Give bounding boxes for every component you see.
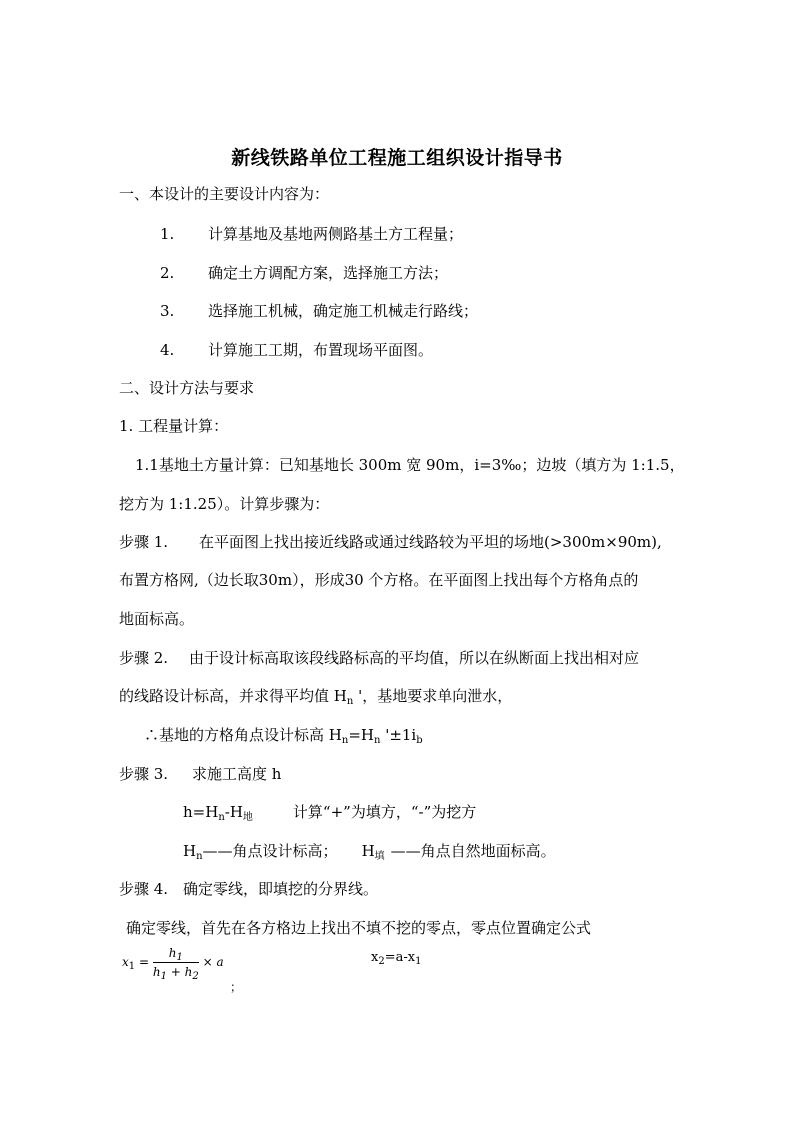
step-text: 在平面图上找出接近线路或通过线路较为平坦的场地(>300m×90m), <box>199 533 662 551</box>
subscript: 1 <box>176 952 183 963</box>
list-item <box>160 224 463 244</box>
subscript: n <box>196 851 203 862</box>
step-4-line <box>119 879 378 899</box>
section-1-heading: 一、本设计的主要设计内容为： <box>119 185 330 203</box>
text-run: '，基地要求单向泄水， <box>353 687 513 705</box>
list-item-number: 4. <box>160 341 175 359</box>
paragraph-line <box>119 686 512 706</box>
formula-var: h <box>184 965 193 979</box>
subscript: 2 <box>192 971 199 982</box>
list-item-text: 确定土方调配方案，选择施工方法； <box>208 264 449 282</box>
text-run: H <box>361 842 375 860</box>
section-2-heading: 二、设计方法与要求 <box>119 379 255 397</box>
subscript: n <box>346 696 354 707</box>
step-label: 步骤 4. <box>119 880 169 898</box>
subscript: n <box>218 812 225 823</box>
formula-op: = <box>135 955 153 969</box>
list-item-text: 选择施工机械，确定施工机械走行路线； <box>208 302 479 320</box>
list-item-text: 计算基地及基地两侧路基土方工程量； <box>208 225 464 243</box>
definition-line <box>183 841 556 861</box>
step-2-line <box>119 648 639 668</box>
formula-fraction <box>153 945 199 980</box>
step-label: 步骤 3. <box>119 765 169 783</box>
subscript: n <box>373 735 381 746</box>
zero-point-formula <box>122 945 224 980</box>
subscript: 2 <box>378 956 385 967</box>
text-run: =a-x <box>384 950 416 965</box>
text-run: -H <box>224 803 243 821</box>
fraction-denominator <box>153 963 199 980</box>
subscript: 1 <box>128 961 136 972</box>
formula-op: × <box>198 955 217 969</box>
text-run: h=H <box>183 803 219 821</box>
step-1-line <box>119 532 662 552</box>
list-item <box>160 340 433 360</box>
document-title: 新线铁路单位工程施工组织设计指导书 <box>231 147 563 169</box>
formula-semicolon: ； <box>230 980 243 994</box>
step-text: 求施工高度 h <box>192 765 282 783</box>
subscript: n <box>341 735 349 746</box>
subscript: 1 <box>415 956 422 967</box>
formula-op: + <box>166 965 185 979</box>
formula-line <box>183 802 476 822</box>
list-item-number: 2. <box>160 264 175 282</box>
step-label: 步骤 1. <box>119 533 169 551</box>
step-label: 步骤 2. <box>119 649 169 667</box>
step-text: 确定零线，即填挖的分界线。 <box>183 880 379 898</box>
text-run: x <box>371 950 379 965</box>
text-run: '±1i <box>380 726 417 744</box>
paragraph-line: 地面标高。 <box>119 610 195 628</box>
formula-line <box>144 725 423 745</box>
step-text: 由于设计标高取该段线路标高的平均值，所以在纵断面上找出相对应 <box>189 649 640 667</box>
subscript: 地 <box>242 812 253 823</box>
formula-note: 计算“+”为填方，“-”为挖方 <box>292 803 477 821</box>
text-run: 的线路设计标高，并求得平均值 H <box>119 687 347 705</box>
paragraph-line: 确定零线，首先在各方格边上找出不填不挖的零点，零点位置确定公式 <box>126 919 592 937</box>
step-3-line <box>119 764 281 784</box>
subscript: b <box>416 735 423 746</box>
paragraph-line: 1.1基地土方量计算：已知基地长 300m 宽 90m，i=3‰；边坡（填方为 1:1.5， <box>135 456 685 474</box>
text-run: H <box>183 842 197 860</box>
text-run: ∴基地的方格角点设计标高 H <box>144 726 342 744</box>
formula-var: x <box>122 955 129 969</box>
paragraph-line: 挖方为 1:1.25）。计算步骤为： <box>119 495 330 513</box>
subscript: 1 <box>160 971 167 982</box>
formula-var: h <box>152 965 161 979</box>
subsection-heading: 1. 工程量计算： <box>119 417 229 435</box>
list-item <box>160 263 448 283</box>
text-run: ——角点自然地面标高。 <box>390 842 556 860</box>
list-item-number: 3. <box>160 302 175 320</box>
list-item-number: 1. <box>160 225 175 243</box>
formula-var: h <box>168 946 177 960</box>
zero-point-formula-2 <box>371 950 421 966</box>
list-item <box>160 301 478 321</box>
text-run: =H <box>348 726 374 744</box>
fraction-numerator <box>153 945 199 963</box>
list-item-text: 计算施工工期，布置现场平面图。 <box>208 341 434 359</box>
text-run: ——角点设计标高； <box>202 842 338 860</box>
subscript: 填 <box>374 851 385 862</box>
paragraph-line: 布置方格网,（边长取30m），形成30 个方格。在平面图上找出每个方格角点的 <box>119 571 639 589</box>
formula-var: a <box>216 955 224 969</box>
